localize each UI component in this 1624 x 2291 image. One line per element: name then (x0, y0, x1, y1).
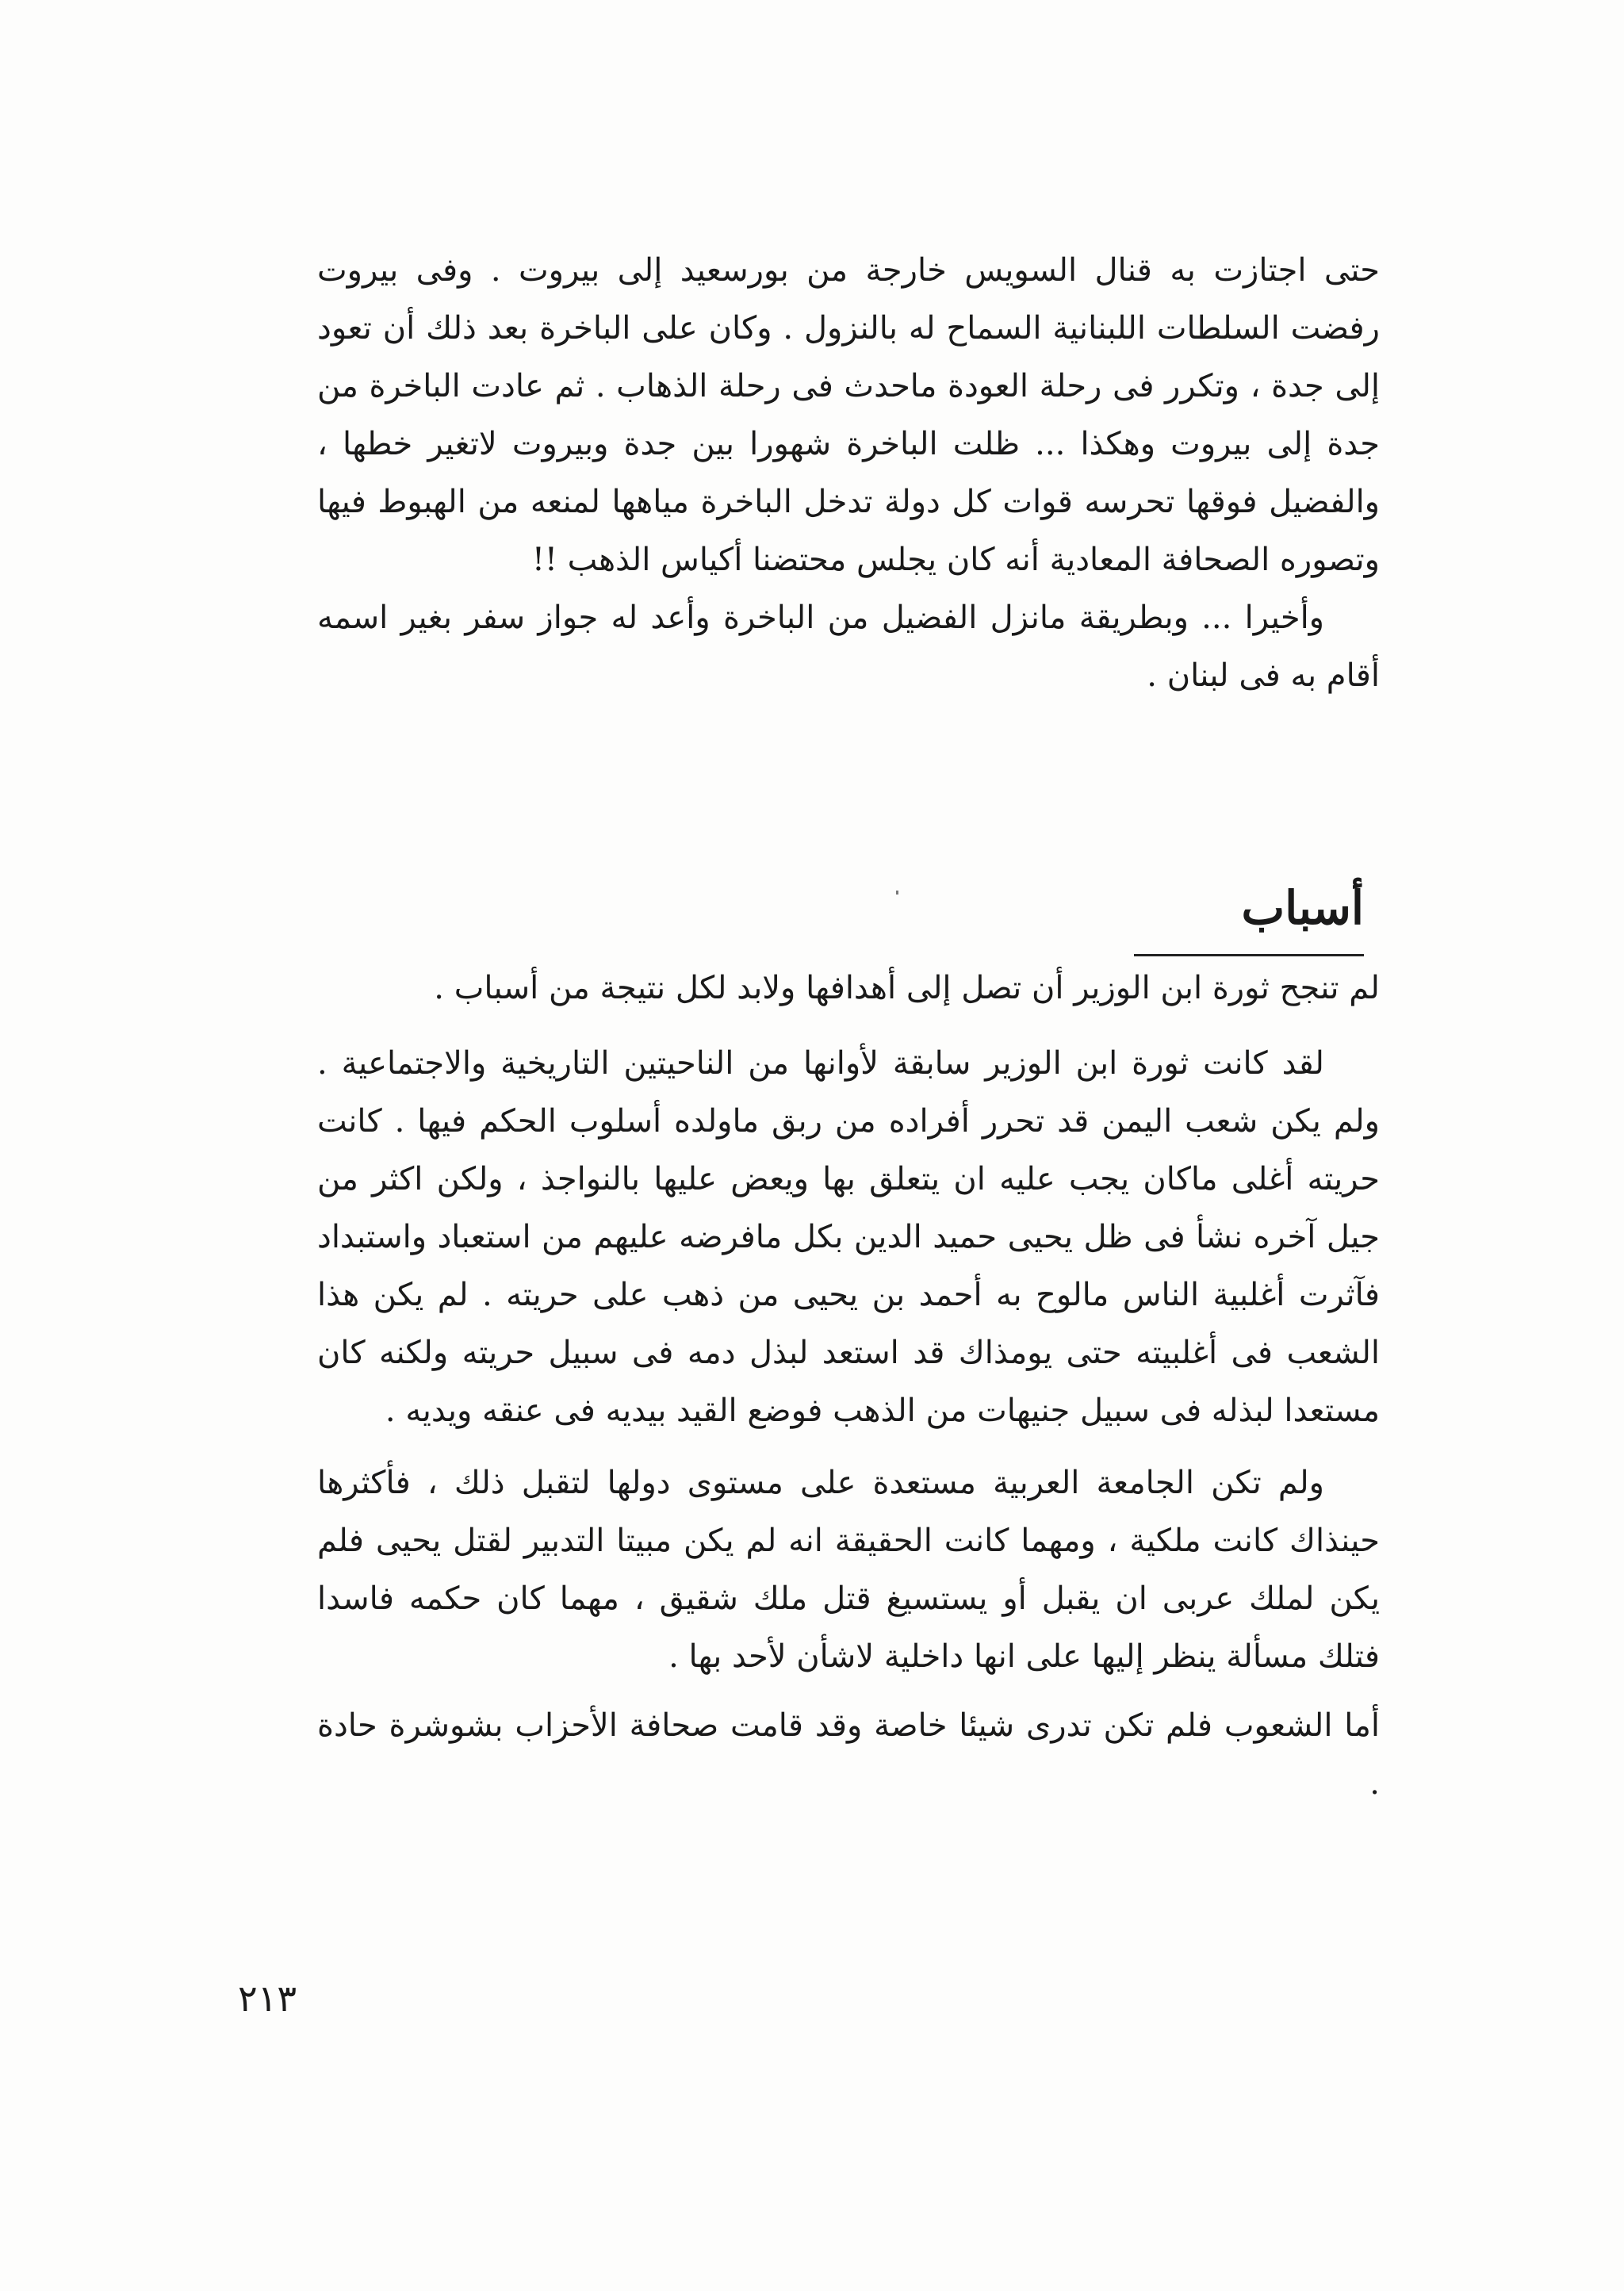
paragraph-failure: لم تنجح ثورة ابن الوزير أن تصل إلى أهدافها ولابد لكل نتيجة من أسباب . (434, 970, 1380, 1006)
top-text-block (317, 242, 1380, 705)
bottom-text-block (317, 960, 1380, 1813)
paragraph-lebanon: وأخيرا ... وبطريقة مانزل الفضيل من الباخرة وأعد له جواز سفر بغير اسمه أقام به فى لبنان . (317, 600, 1380, 694)
paragraph-premature-revolution: لقد كانت ثورة ابن الوزير سابقة لأوانها من الناحيتين التاريخية والاجتماعية . ولم يكن شعب اليمن قد تحرر أفراده من ربق ماولده أسلوب الحكم فيها . كانت حريته أغلى ماكان يجب عليه ان يتعلق بها ويعض عليها بالنواجذ ، ولكن اكثر من جيل آخره نشأ فى ظل يحيى حميد الدين بكل مافرضه عليهم من استعباد واستبداد فآثرت أغلبية الناس مالوح به أحمد بن يحيى من ذهب على حريته . لم يكن هذا الشعب فى أغلبيته حتى يومذاك قد استعد لبذل دمه فى سبيل حريته ولكنه كان مستعدا لبذله فى سبيل جنيهات من الذهب فوضع القيد بيديه فى عنقه ويديه . (317, 1045, 1381, 1429)
page-number: ٢١٣ (238, 1977, 297, 2020)
print-speck (896, 891, 898, 895)
paragraph-peoples: أما الشعوب فلم تكن تدرى شيئا خاصة وقد قامت صحافة الأحزاب بشوشرة حادة . (317, 1707, 1380, 1802)
paragraph-voyage: حتى اجتازت به قنال السويس خارجة من بورسعيد إلى بيروت . وفى بيروت رفضت السلطات اللبنانية السماح له بالنزول . وكان على الباخرة بعد ذلك أن تعود إلى جدة ، وتكرر فى رحلة العودة ماحدث فى رحلة الذهاب . ثم عادت الباخرة من جدة إلى بيروت وهكذا ... ظلت الباخرة شهورا بين جدة وبيروت لاتغير خطها ، والفضيل فوقها تحرسه قوات كل دولة تدخل الباخرة مياهها لمنعه من الهبوط فيها وتصوره الصحافة المعادية أنه كان يجلس محتضنا أكياس الذهب !! (317, 252, 1380, 578)
section-heading-wrap (888, 876, 1364, 964)
section-heading: أسباب (1241, 881, 1364, 935)
heading-underline (1134, 954, 1364, 956)
paragraph-arab-league: ولم تكن الجامعة العربية مستعدة على مستوى دولها لتقبل ذلك ، فأكثرها حينذاك كانت ملكية ، ومهما كانت الحقيقة انه لم يكن مبيتا التدبير لقتل يحيى فلم يكن لملك عربى ان يقبل أو يستسيغ قتل ملك شقيق ، مهما كان حكمه فاسدا فتلك مسألة ينظر إليها على انها داخلية لاشأن لأحد بها . (317, 1465, 1380, 1675)
